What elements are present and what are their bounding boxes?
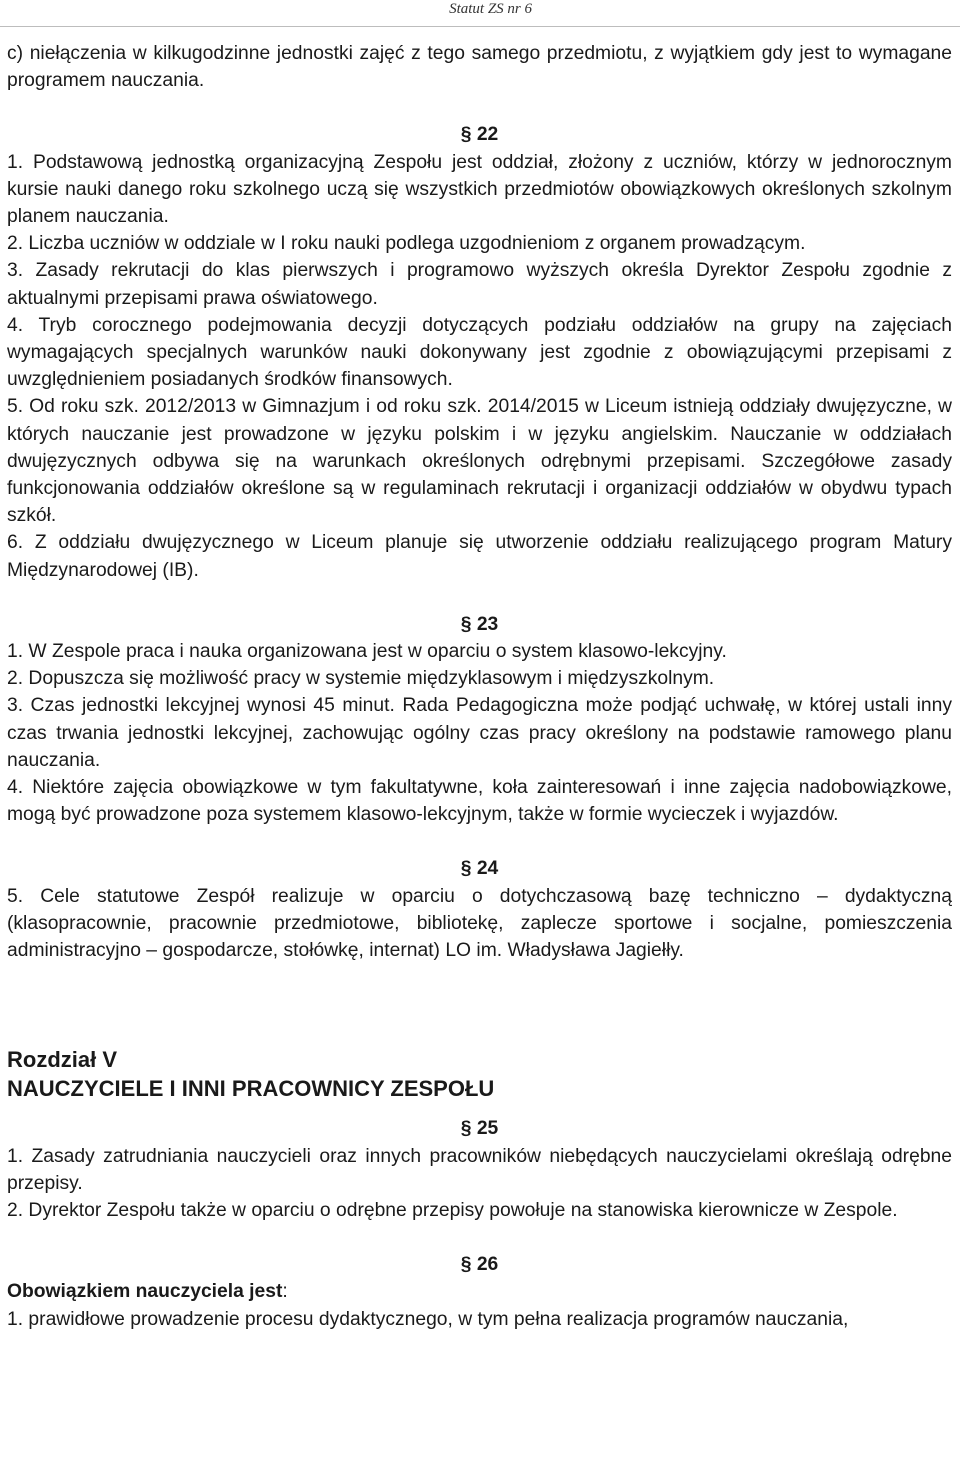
paragraph-24-5: 5. Cele statutowe Zespół realizuje w oparciu o dotychczasową bazę techniczno – dydaktyczną (klasopracownie, pracownie przedmiotowe, bibliotekę, zaplecze sportowe i socjalne, pomieszczenia administracyjno – gospodarcze, stołówkę, internat) LO im. Władysława Jagiełły. [7, 885, 952, 962]
duties-lead-bold: Obowiązkiem nauczyciela jest [7, 1281, 283, 1303]
duties-lead [7, 1278, 952, 1305]
paragraph-22-2: 2. Liczba uczniów w oddziale w I roku nauki podlega uzgodnieniom z organem prowadzącym. [7, 233, 806, 255]
header-rule [0, 26, 960, 27]
section-heading-25: § 25 [460, 1118, 499, 1140]
paragraph-26-1: 1. prawidłowe prowadzenie procesu dydaktycznego, w tym pełna realizacja programów nauczania, [7, 1308, 849, 1330]
paragraph-22-1: 1. Podstawową jednostką organizacyjną Zespołu jest oddział, złożony z uczniów, którzy w jednorocznym kursie nauki danego roku szkolnego uczą się wszystkich przedmiotów obowiązkowych określonych szkolnym planem nauczania. [7, 151, 952, 228]
paragraph-23-2: 2. Dopuszcza się możliwość pracy w systemie międzyklasowym i międzyszkolnym. [7, 668, 715, 690]
paragraph-25-2: 2. Dyrektor Zespołu także w oparciu o odrębne przepisy powołuje na stanowiska kierownicze w Zespole. [7, 1199, 898, 1221]
paragraph-22-5: 5. Od roku szk. 2012/2013 w Gimnazjum i od roku szk. 2014/2015 w Liceum istnieją oddziały dwujęzyczne, w których nauczanie jest prowadzone w języku polskim i w języku angielskim. Nauczanie w oddziałach dwujęzycznych odbywa się na warunkach określonych odrębnymi przepisami. Szczegółowe zasady funkcjonowania oddziałów określone są w regulaminach rekrutacji i organizacji oddziałów w obydwu typach szkół. [7, 396, 952, 527]
paragraph-23-3: 3. Czas jednostki lekcyjnej wynosi 45 minut. Rada Pedagogiczna może podjąć uchwałę, w której ustali inny czas trwania jednostki lekcyjnej, zachowując ogólny czas pracy określony na podstawie ramowego planu nauczania. [7, 695, 952, 771]
paragraph-22-3: 3. Zasady rekrutacji do klas pierwszych i programowo wyższych określa Dyrektor Zespołu zgodnie z aktualnymi przepisami prawa oświatowego. [7, 260, 952, 309]
paragraph-23-4: 4. Niektóre zajęcia obowiązkowe w tym fakultatywne, koła zainteresowań i inne zajęcia nadobowiązkowe, mogą być prowadzone poza systemem klasowo-lekcyjnym, także w formie wycieczek i wyjazdów. [7, 777, 952, 826]
paragraph-22-4: 4. Tryb corocznego podejmowania decyzji dotyczących podziału oddziałów na grupy na zajęciach wymagających specjalnych warunków nauki dokonywany jest zgodnie z obowiązującymi przepisami z uwzględnieniem posiadanych środków finansowych. [7, 314, 952, 391]
paragraph-23-1: 1. W Zespole praca i nauka organizowana jest w oparciu o system klasowo-lekcyjny. [7, 641, 727, 663]
section-heading-26: § 26 [460, 1254, 499, 1276]
chapter-number: Rozdział V [7, 1047, 118, 1073]
paragraph-c: c) niełączenia w kilkugodzinne jednostki zajęć z tego samego przedmiotu, z wyjątkiem gdy jest to wymagane programem nauczania. [7, 43, 952, 92]
chapter-title: NAUCZYCIELE I INNI PRACOWNICY ZESPOŁU [7, 1076, 495, 1102]
section-heading-24: § 24 [460, 858, 499, 880]
running-header: Statut ZS nr 6 [449, 1, 532, 17]
paragraph-25-1: 1. Zasady zatrudniania nauczycieli oraz innych pracowników niebędących nauczycielami określają odrębne przepisy. [7, 1145, 952, 1194]
section-heading-23: § 23 [460, 613, 499, 635]
document-body [7, 40, 952, 1333]
section-heading-22: § 22 [460, 124, 499, 146]
duties-lead-colon: : [282, 1281, 288, 1303]
paragraph-22-6: 6. Z oddziału dwujęzycznego w Liceum planuje się utworzenie oddziału realizującego program Matury Międzynarodowej (IB). [7, 532, 952, 581]
